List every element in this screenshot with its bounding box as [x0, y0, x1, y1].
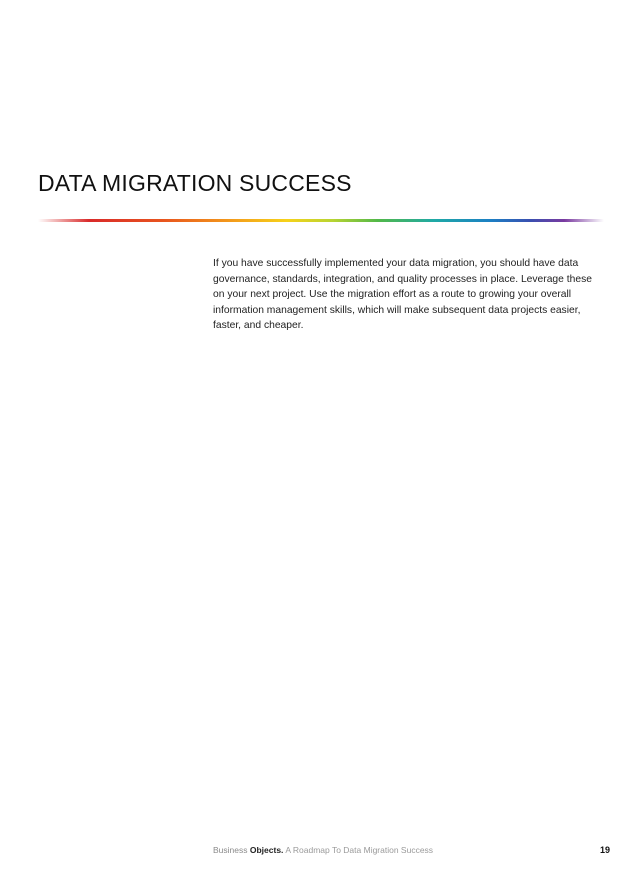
page-title: DATA MIGRATION SUCCESS — [38, 170, 352, 196]
footer-credit — [213, 843, 433, 857]
footer-brand-prefix: Business — [213, 845, 248, 855]
page-footer — [213, 843, 610, 857]
footer-document-title: A Roadmap To Data Migration Success — [285, 845, 434, 855]
page-number: 19 — [599, 845, 610, 855]
body-paragraph: If you have successfully implemented your data migration, you should have data governance, standards, integration, and quality processes in place. Leverage these on your next project. Use the migration effort as a route to growing your overall information management skills, which will make subsequent data projects easier, faster, and cheaper. — [213, 258, 592, 331]
footer-brand-bold: Objects. — [249, 845, 284, 855]
rainbow-divider — [38, 219, 604, 222]
